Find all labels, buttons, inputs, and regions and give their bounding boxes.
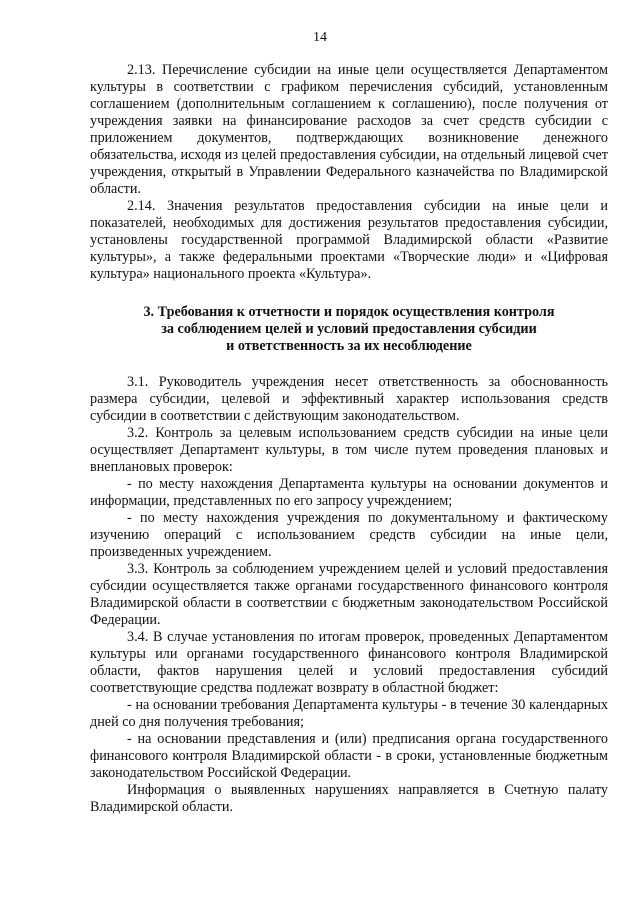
list-item-3-4-a: - на основании требования Департамента культуры - в течение 30 календарных дней со дня получения требования;	[90, 697, 608, 730]
section-heading-line: за соблюдением целей и условий предоставления субсидии	[161, 321, 537, 337]
paragraph-3-3: 3.3. Контроль за соблюдением учреждением целей и условий предоставления субсидии осуществляется также органами государственного финансового контроля Владимирской области в соответствии с бюджетным законодательством Российской Федерации.	[90, 561, 608, 628]
list-item-3-2-a: - по месту нахождения Департамента культуры на основании документов и информации, представленных по его запросу учреждением;	[90, 476, 608, 509]
paragraph-3-2: 3.2. Контроль за целевым использованием средств субсидии на иные цели осуществляет Департамент культуры, в том числе путем проведения плановых и внеплановых проверок:	[90, 425, 608, 475]
section-heading-line: 3. Требования к отчетности и порядок осуществления контроля	[143, 304, 555, 320]
document-body	[90, 62, 608, 816]
paragraph-3-4: 3.4. В случае установления по итогам проверок, проведенных Департаментом культуры или органами государственного финансового контроля Владимирской области, фактов нарушения целей и условий предоставления субсидий соответствующие средства подлежат возврату в областной бюджет:	[90, 629, 608, 696]
paragraph-3-1: 3.1. Руководитель учреждения несет ответственность за обоснованность размера субсидии, целевой и эффективный характер использования средств субсидии в соответствии с действующим законодательством.	[90, 374, 608, 424]
paragraph-2-14: 2.14. Значения результатов предоставления субсидии на иные цели и показателей, необходимых для достижения результатов предоставления субсидии, установлены государственной программой Владимирской области «Развитие культуры», а также федеральными проектами «Творческие люди» и «Цифровая культура» национального проекта «Культура».	[90, 198, 608, 282]
section-heading-line: и ответственность за их несоблюдение	[226, 338, 472, 354]
page-number: 14	[313, 30, 327, 45]
list-item-3-2-b: - по месту нахождения учреждения по документальному и фактическому изучению операций с использованием средств субсидии на иные цели, произведенных учреждением.	[90, 510, 608, 560]
paragraph-2-13: 2.13. Перечисление субсидии на иные цели осуществляется Департаментом культуры в соответствии с графиком перечисления субсидий, установленным соглашением (дополнительным соглашением к соглашению), после получения от учреждения заявки на финансирование расходов за счет средств субсидии с приложением документов, подтверждающих возникновение денежного обязательства, исходя из целей предоставления субсидии, на отдельный лицевой счет учреждения, открытый в Управлении Федерального казначейства по Владимирской области.	[90, 62, 608, 197]
paragraph-violations-info: Информация о выявленных нарушениях направляется в Счетную палату Владимирской области.	[90, 782, 608, 815]
list-item-3-4-b: - на основании представления и (или) предписания органа государственного финансового контроля Владимирской области - в сроки, установленные бюджетным законодательством Российской Федерации.	[90, 731, 608, 781]
section-3-heading	[90, 304, 608, 355]
